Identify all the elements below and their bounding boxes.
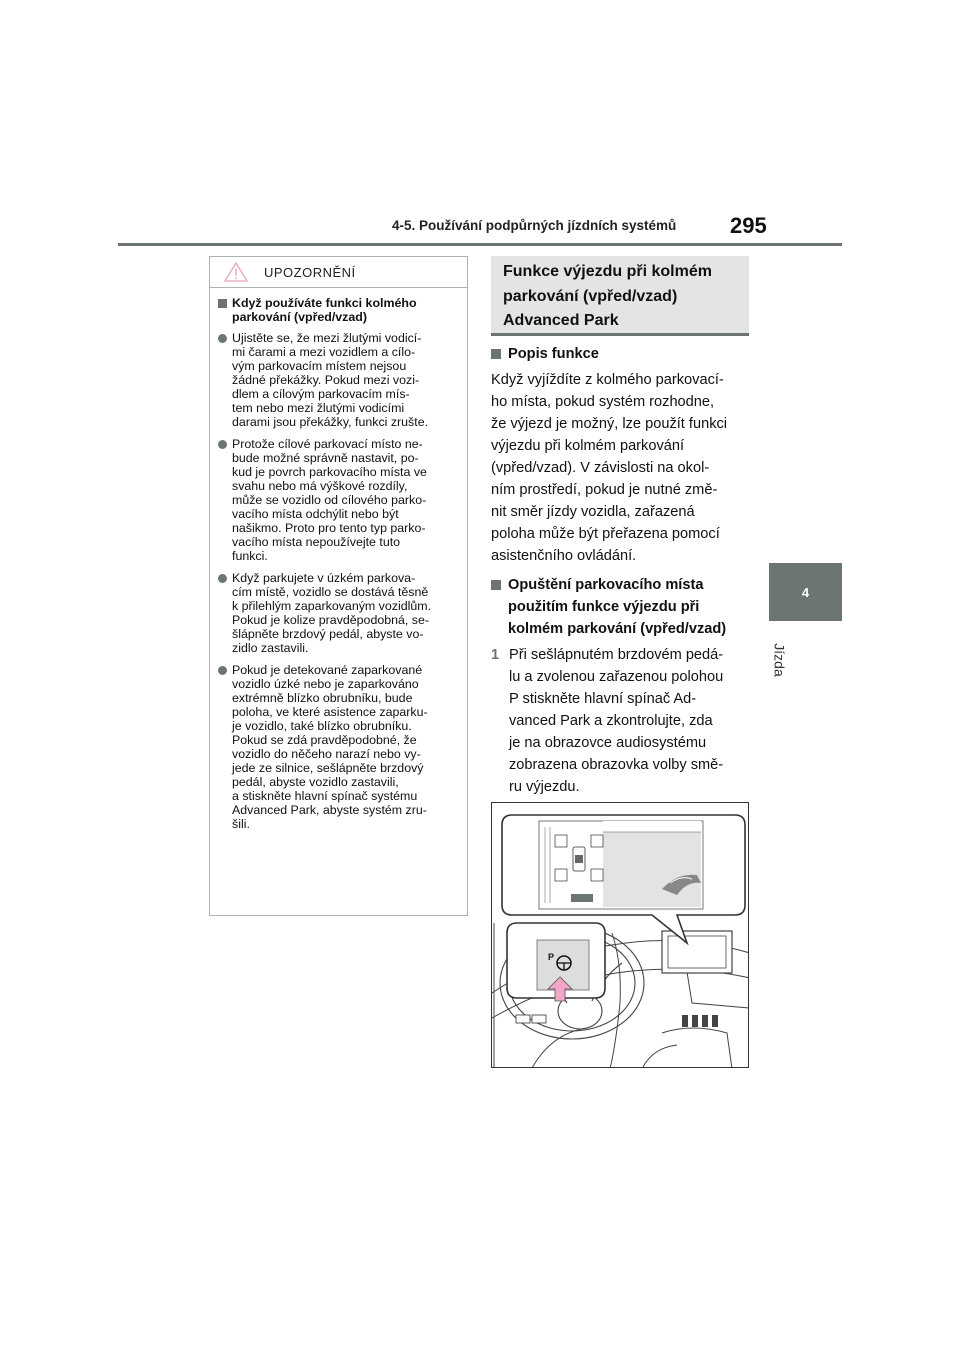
subheading-text: Opuštění parkovacího místa použitím funkce výjezdu při kolmém parkování (vpřed/vzad) <box>508 577 727 637</box>
warning-box <box>209 256 468 916</box>
warning-item-text: Když parkujete v úzkém parkova- cím místě, vozidlo se dostává těsně k přilehlým zaparkovaným vozidlům. Pokud je kolize pravděpodobná, se- šlápněte brzdový pedál, abyste vo- zidlo zastavili. <box>232 571 432 655</box>
warning-body <box>210 288 467 831</box>
chapter-label-text: Jízda <box>771 643 788 677</box>
round-bullet-icon <box>218 666 227 675</box>
warning-item <box>216 663 461 831</box>
warning-header <box>210 257 467 288</box>
warning-item-text: Ujistěte se, že mezi žlutými vodicí- mi čarami a mezi vozidlem a cílo- vým parkovacím místem nejsou žádné překážky. Pokud mezi vozi- dlem a cílovým parkovacím mís- tem nebo mezi žlutými vodicími darami jsou překážky, funkci zrušte. <box>232 331 429 429</box>
round-bullet-icon <box>218 440 227 449</box>
step-item <box>491 644 753 798</box>
square-bullet-icon <box>491 349 501 359</box>
section-heading-line: Funkce výjezdu při kolmém <box>503 263 712 280</box>
warning-triangle-icon <box>224 262 248 282</box>
section-heading <box>491 256 749 336</box>
warning-item <box>216 437 461 563</box>
warning-item <box>216 571 461 655</box>
subheading-text: Popis funkce <box>508 346 599 362</box>
warning-title: UPOZORNĚNÍ <box>264 264 356 280</box>
warning-item-text: Protože cílové parkovací místo ne- bude možné správně nastavit, po- kud je povrch parkovacího místa ve svahu nebo má výškové rozdíly, může se vozidlo od cílového parko- vacího místa odchýlit nebo být našikmo. Proto pro tento typ parko- vacího místa nepoužívejte tuto funkci. <box>232 437 427 563</box>
square-bullet-icon <box>218 299 227 308</box>
chapter-tab <box>769 563 842 621</box>
section-title: 4-5. Používání podpůrných jízdních systémů <box>392 218 677 233</box>
chapter-label <box>771 632 795 692</box>
warning-item <box>216 331 461 429</box>
warning-subheading-text: Když používáte funkci kolmého parkování (vpřed/vzad) <box>232 296 417 324</box>
content-column <box>491 343 753 798</box>
dashboard-drawing <box>492 803 749 1068</box>
warning-item-text: Pokud je detekované zaparkované vozidlo úzké nebo je zaparkováno extrémně blízko obrubníku, bude poloha, ve které asistence zaparku- je vozidlo, také blízko obrubníku. Pokud se zdá pravděpodobné, že vozidlo do něčeho narazí nebo vy- jede ze silnice, sešlápněte brzdový pedál, abyste vozidlo zastavili, a stiskněte hlavní spínač systému Advanced Park, abyste systém zru- šili. <box>232 663 428 831</box>
square-bullet-icon <box>491 580 501 590</box>
round-bullet-icon <box>218 334 227 343</box>
subheading-exit <box>491 574 753 640</box>
subheading-description <box>491 343 753 365</box>
dashboard-illustration <box>491 802 749 1068</box>
page-number: 295 <box>730 213 767 238</box>
header-rule <box>118 243 842 246</box>
section-heading-line: Advanced Park <box>503 312 619 329</box>
step-text: Při sešlápnutém brzdovém pedá- lu a zvolenou zařazenou polohou P stiskněte hlavní spínač Ad- vanced Park a zkontrolujte, zda je na obrazovce audiosystému zobrazena obrazovka volby smě- ru výjezdu. <box>509 647 724 795</box>
switch-letter: P <box>548 952 555 962</box>
description-paragraph: Když vyjíždíte z kolmého parkovací- ho místa, pokud systém rozhodne, že výjezd je možný, lze použít funkci výjezdu při kolmém parkování (vpřed/vzad). V závislosti na okol- ním prostředí, pokud je nutné změ- nit směr jízdy vozidla, zařazená poloha může být přeřazena pomocí asistenčního ovládání. <box>491 372 728 564</box>
warning-subheading <box>216 296 461 324</box>
chapter-number: 4 <box>801 584 810 600</box>
round-bullet-icon <box>218 574 227 583</box>
section-heading-line: parkování (vpřed/vzad) <box>503 287 678 305</box>
step-number: 1 <box>491 647 500 663</box>
